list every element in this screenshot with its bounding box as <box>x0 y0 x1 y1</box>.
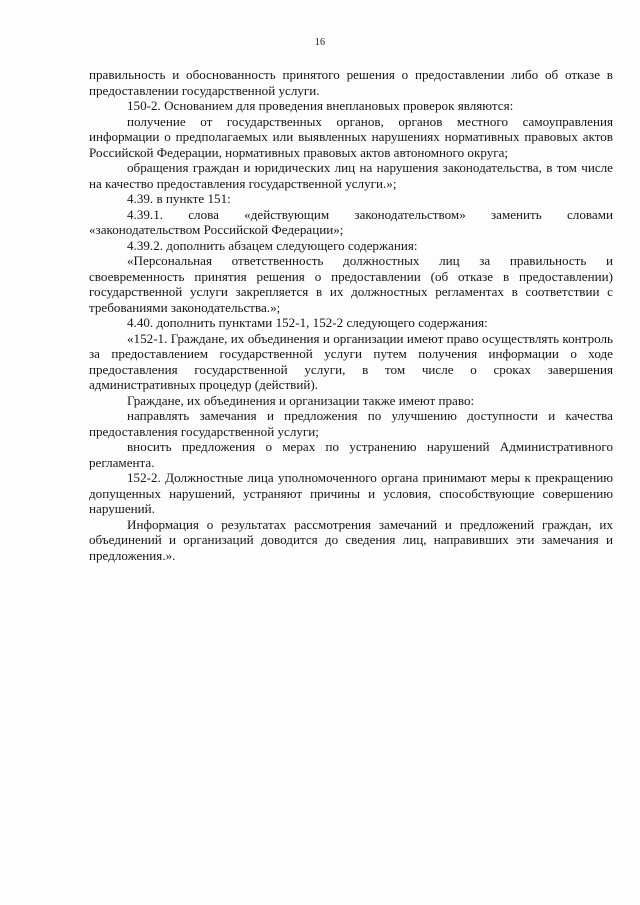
paragraph: 4.39. в пункте 151: <box>127 191 231 206</box>
paragraph: 150-2. Основанием для проведения внеплановых проверок являются: <box>127 98 514 113</box>
paragraph: 4.40. дополнить пунктами 152-1, 152-2 следующего содержания: <box>127 315 488 330</box>
paragraph: «152-1. Граждане, их объединения и организации имеют право осуществлять контроль за предоставлением государственной услуги путем получения информации о ходе предоставления государственной услуги, в том числе о сроках завершения административных процедур (действий). <box>89 330 613 392</box>
paragraph: получение от государственных органов, органов местного самоуправления информации о предполагаемых или выявленных нарушениях нормативных правовых актов Российской Федерации, нормативных правовых актов автономного округа; <box>89 113 613 160</box>
paragraph: Граждане, их объединения и организации также имеют право: <box>127 392 475 408</box>
paragraph: обращения граждан и юридических лиц на нарушения законодательства, в том числе на качество предоставления государственной услуги.»; <box>89 160 613 191</box>
document-body <box>89 67 613 563</box>
paragraph: правильность и обоснованность принятого решения о предоставлении либо об отказе в предоставлении государственной услуги. <box>89 67 613 98</box>
paragraph: 152-2. Должностные лица уполномоченного органа принимают меры к прекращению допущенных нарушений, устраняют причины и условия, способствующие совершению нарушений. <box>89 470 613 516</box>
paragraph: «Персональная ответственность должностных лиц за правильность и своевременность принятия решения о предоставлении (об отказе в предоставлении) государственной услуги закрепляется в их должностных регламентах в соответствии с требованиями законодательства.»; <box>89 253 613 315</box>
paragraph: 4.39.1. слова «действующим законодательством» заменить словами «законодательством Российской Федерации»; <box>89 206 613 237</box>
paragraph: вносить предложения о мерах по устранению нарушений Административного регламента. <box>89 439 613 470</box>
paragraph: 4.39.2. дополнить абзацем следующего содержания: <box>127 237 418 253</box>
page-number: 16 <box>314 37 326 48</box>
paragraph: Информация о результатах рассмотрения замечаний и предложений граждан, их объединений и организаций доводится до сведения лиц, направивших эти замечания и предложения.». <box>89 516 613 563</box>
paragraph: направлять замечания и предложения по улучшению доступности и качества предоставления государственной услуги; <box>89 408 613 439</box>
